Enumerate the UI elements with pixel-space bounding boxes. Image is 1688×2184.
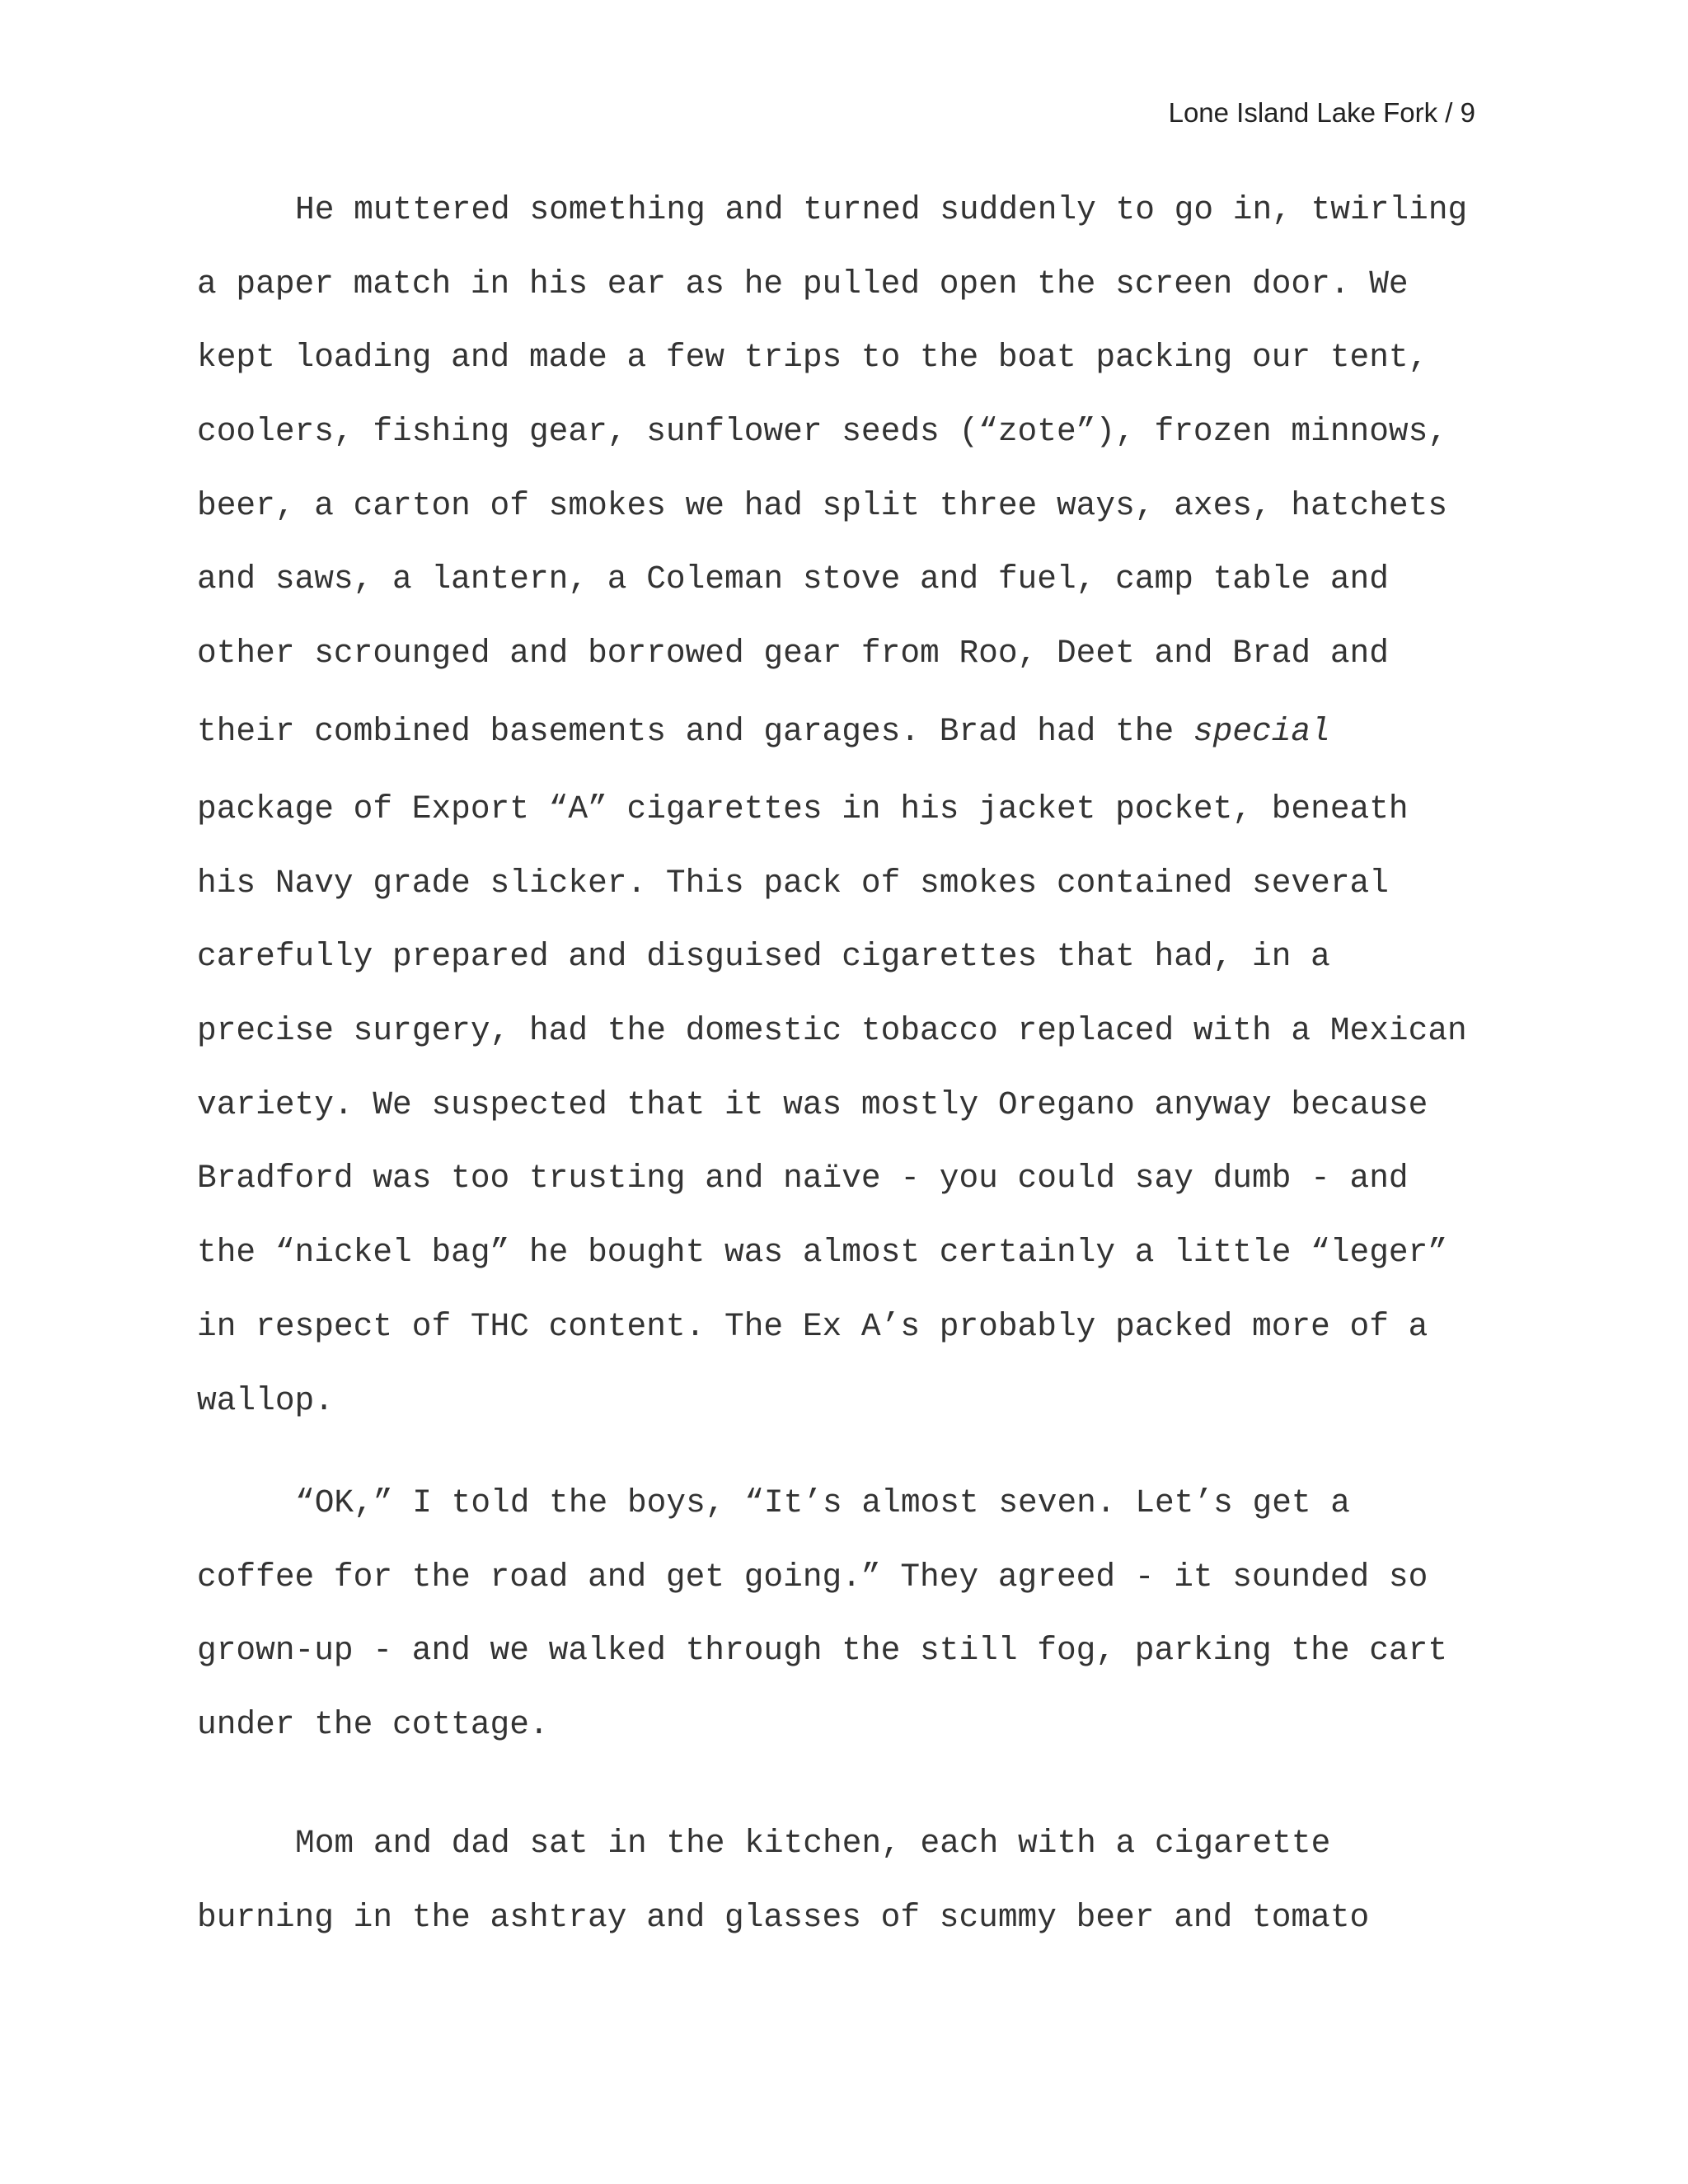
text-line: “OK,” I told the boys, “It’s almost seven. Let’s get a bbox=[295, 1484, 1351, 1521]
text-line: a paper match in his ear as he pulled open the screen door. We bbox=[197, 265, 1409, 302]
text-line: package of Export “A” cigarettes in his jacket pocket, beneath bbox=[197, 790, 1409, 827]
running-header: Lone Island Lake Fork / 9 bbox=[1168, 97, 1475, 128]
text-line: burning in the ashtray and glasses of scummy beer and tomato bbox=[197, 1899, 1370, 1936]
text-line: in respect of THC content. The Ex A’s probably packed more of a bbox=[197, 1308, 1428, 1345]
text-line bbox=[197, 715, 1330, 748]
text-line: carefully prepared and disguised cigarettes that had, in a bbox=[197, 938, 1330, 975]
text-line: Mom and dad sat in the kitchen, each with a cigarette bbox=[295, 1825, 1331, 1862]
text-line: under the cottage. bbox=[197, 1706, 549, 1743]
text-line: and saws, a lantern, a Coleman stove and fuel, camp table and bbox=[197, 560, 1389, 598]
text-line: the “nickel bag” he bought was almost certainly a little “leger” bbox=[197, 1234, 1448, 1271]
text-line: He muttered something and turned suddenly to go in, twirling bbox=[295, 191, 1468, 228]
text-line: variety. We suspected that it was mostly Oregano anyway because bbox=[197, 1086, 1428, 1123]
text-run: their combined basements and garages. Brad had the bbox=[197, 713, 1193, 750]
text-line: his Navy grade slicker. This pack of smokes contained several bbox=[197, 865, 1389, 902]
text-line: beer, a carton of smokes we had split three ways, axes, hatchets bbox=[197, 487, 1448, 524]
text-line: other scrounged and borrowed gear from Roo, Deet and Brad and bbox=[197, 635, 1389, 672]
text-line: precise surgery, had the domestic tobacco replaced with a Mexican bbox=[197, 1012, 1467, 1049]
text-line: grown-up - and we walked through the still fog, parking the cart bbox=[197, 1632, 1448, 1669]
text-line: kept loading and made a few trips to the boat packing our tent, bbox=[197, 339, 1428, 376]
italic-emphasis: special bbox=[1193, 713, 1330, 750]
text-line: coolers, fishing gear, sunflower seeds (“zote”), frozen minnows, bbox=[197, 413, 1448, 450]
text-line: Bradford was too trusting and naïve - you could say dumb - and bbox=[197, 1160, 1409, 1197]
text-line: coffee for the road and get going.” They agreed - it sounded so bbox=[197, 1558, 1428, 1596]
text-line: wallop. bbox=[197, 1382, 334, 1419]
